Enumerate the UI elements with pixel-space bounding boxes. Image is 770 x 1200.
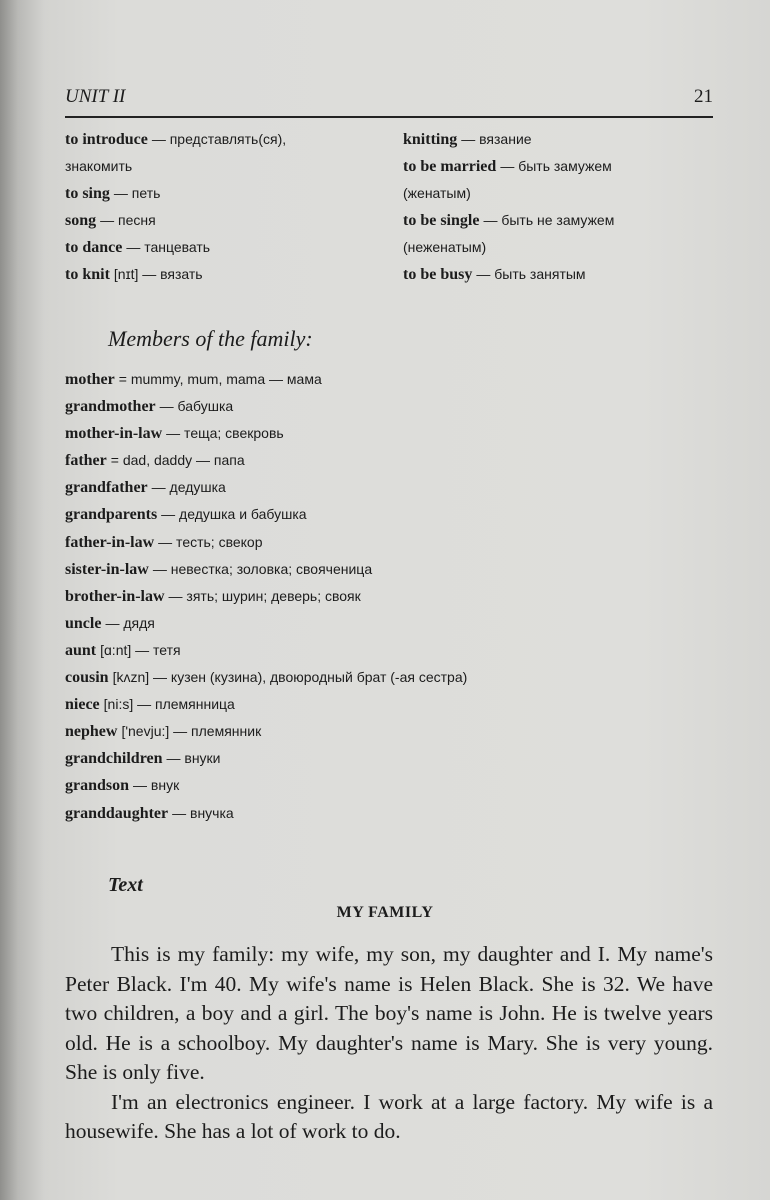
list-item: granddaughter — внучка <box>65 804 234 822</box>
paragraph: I'm an electronics engineer. I work at a large factory. My wife is a housewife. She has a lot of work to do. <box>65 1089 713 1143</box>
vocab-entry: to knit [nɪt] — вязать <box>65 266 203 283</box>
list-item: grandson — внук <box>65 777 180 795</box>
text-section-label: Text <box>108 874 143 896</box>
list-item: grandchildren — внуки <box>65 750 221 768</box>
list-item: sister-in-law — невестка; золовка; свояченица <box>65 560 373 578</box>
list-item: mother-in-law — теща; свекровь <box>65 425 284 443</box>
list-item: uncle — дядя <box>65 614 155 632</box>
section-heading: Members of the family: <box>108 326 313 351</box>
list-item: niece [ni:s] — племянница <box>65 696 235 714</box>
list-item: brother-in-law — зять; шурин; деверь; свояк <box>65 587 361 605</box>
list-item: grandmother — бабушка <box>65 398 234 416</box>
list-item: father-in-law — тесть; свекор <box>65 533 263 551</box>
story-title: MY FAMILY <box>336 904 434 921</box>
list-item: mother = mummy, mum, mama — мама <box>65 371 322 388</box>
list-item: father = dad, daddy — папа <box>65 452 245 470</box>
list-item: grandfather — дедушка <box>65 479 226 497</box>
vocab-entry: to be single — быть не замужем <box>403 212 615 229</box>
list-item: aunt [ɑ:nt] — тетя <box>65 641 181 659</box>
vocab-entry: (неженатым) <box>403 239 487 255</box>
vocab-entry: song — песня <box>65 212 156 229</box>
list-item: grandparents — дедушка и бабушка <box>65 506 307 524</box>
vocab-entry: to dance — танцевать <box>65 239 211 256</box>
vocab-entry: to sing — петь <box>65 185 161 202</box>
vocab-entry: to be busy — быть занятым <box>403 266 586 283</box>
page-number: 21 <box>694 86 713 107</box>
vocab-entry: (женатым) <box>403 185 471 201</box>
unit-title: UNIT II <box>65 86 126 107</box>
vocab-entry: knitting — вязание <box>403 131 532 148</box>
vocab-column-right <box>403 126 713 288</box>
paragraph: This is my family: my wife, my son, my daughter and I. My name's Peter Black. I'm 40. My wife's name is Helen Black. She is 32. We have two children, a boy and a girl. The boy's name is John. He is twelve years old. He is a schoolboy. My daughter's name is Mary. She is very young. She is only five. <box>65 942 713 1084</box>
vocab-entry: to introduce — представлять(ся), <box>65 131 287 148</box>
story-body <box>65 940 713 1147</box>
list-item: cousin [kʌzn] — кузен (кузина), двоюродный брат (-ая сестра) <box>65 669 468 687</box>
list-item: nephew ['nevju:] — племянник <box>65 723 262 741</box>
family-members-list <box>65 366 725 827</box>
page-header <box>65 86 713 118</box>
vocab-entry: знакомить <box>65 158 133 174</box>
vocab-column-left <box>65 126 395 288</box>
vocab-entry: to be married — быть замужем <box>403 158 612 175</box>
